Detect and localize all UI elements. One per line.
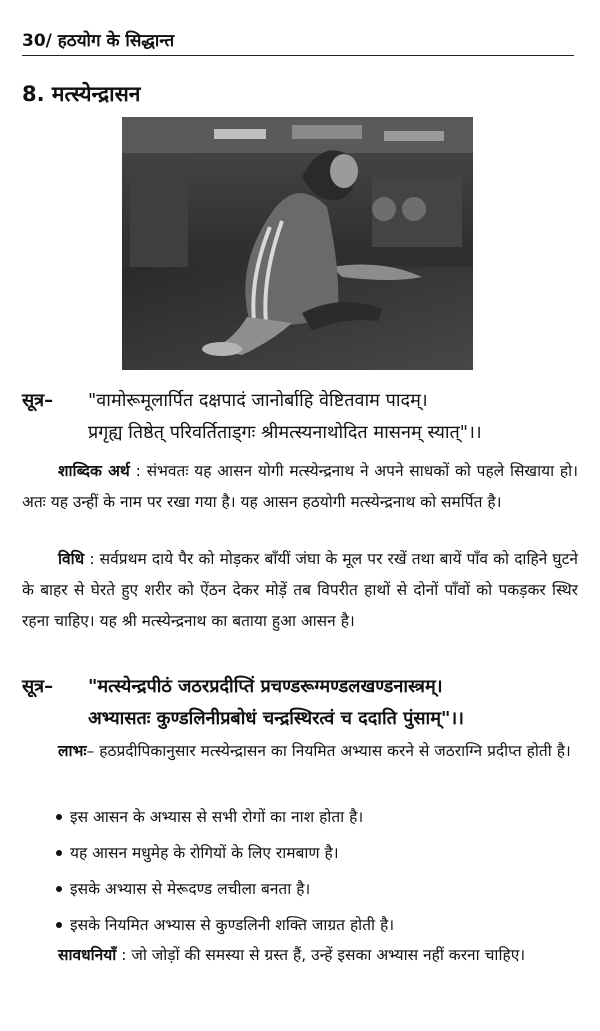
meaning-label: शाब्दिक अर्थ [58,462,130,480]
meaning-text: : संभवतः यह आसन योगी मत्स्येन्द्रनाथ ने अपने साधकों को पहले सिखाया हो। अतः यह उन्हीं के नाम पर रखा गया है। यह आसन हठयोगी मत्स्येन्द्रनाथ को समर्पित है। [22,462,578,511]
sutra-2-first-line [22,674,578,698]
sutra-2-label: सूत्र– [22,676,54,697]
meaning-paragraph [22,456,578,518]
method-label: विधि [58,550,85,568]
running-header: 30/ हठयोग के सिद्धान्त [22,28,574,56]
benefit-item: इसके नियमित अभ्यास से कुण्डलिनी शक्ति जाग्रत होती है। [70,910,580,946]
sutra-2-verse-line-1: "मत्स्येन्द्रपीठं जठरप्रदीप्तिं प्रचण्डरूग्मण्डलखण्डनास्त्रम्। [88,676,443,697]
sutra-2 [22,674,578,730]
section-heading: 8. मत्स्येन्द्रासन [22,82,141,106]
benefits-list [70,802,580,946]
precautions-text: : जो जोड़ों की समस्या से ग्रस्त हैं, उन्हें इसका अभ्यास नहीं करना चाहिए। [116,946,526,964]
method-text: : सर्वप्रथम दाये पैर को मोड़कर बाँयीं जंघा के मूल पर रखें तथा बायें पाँव को दाहिने घुटने के बाहर से घेरते हुए शरीर को ऐंठन देकर मोड़ें तब विपरीत हाथों से दोनों पाँवों को पकड़कर स्थिर रहना चाहिए। यह श्री मत्स्येन्द्रनाथ का बताया हुआ आसन है। [22,550,578,630]
method-paragraph [22,544,578,637]
sutra-1-verse-line-2: प्रगृह्य तिष्ठेत् परिवर्तिताड्गः श्रीमत्स्यनाथोदित मासनम् स्यात्"।। [88,422,482,443]
benefits-text: – हठप्रदीपिकानुसार मत्स्येन्द्रासन का नियमित अभ्यास करने से जठराग्नि प्रदीप्त होती है। [86,742,571,760]
precautions-label: सावधनियाँ [58,946,117,964]
benefit-item: इस आसन के अभ्यास से सभी रोगों का नाश होता है। [70,802,580,838]
pose-photo-illustration [122,117,473,370]
benefits-label: लाभः [58,742,87,760]
sutra-2-verse-line-2: अभ्यासतः कुण्डलिनीप्रबोधं चन्द्रस्थिरत्वं च ददाति पुंसाम्"।। [88,708,464,729]
benefits-paragraph [22,736,578,767]
sutra-1-first-line [22,388,578,412]
pose-photo [122,117,473,370]
sutra-1 [22,388,578,444]
benefit-item: यह आसन मधुमेह के रोगियों के लिए रामबाण है। [70,838,580,874]
benefit-item: इसके अभ्यास से मेरूदण्ड लचीला बनता है। [70,874,580,910]
precautions-paragraph [22,940,578,971]
sutra-1-verse-line-1: "वामोरूमूलार्पित दक्षपादं जानोर्बाहि वेष्टितवाम पादम्। [88,390,428,411]
sutra-1-label: सूत्र– [22,390,54,411]
